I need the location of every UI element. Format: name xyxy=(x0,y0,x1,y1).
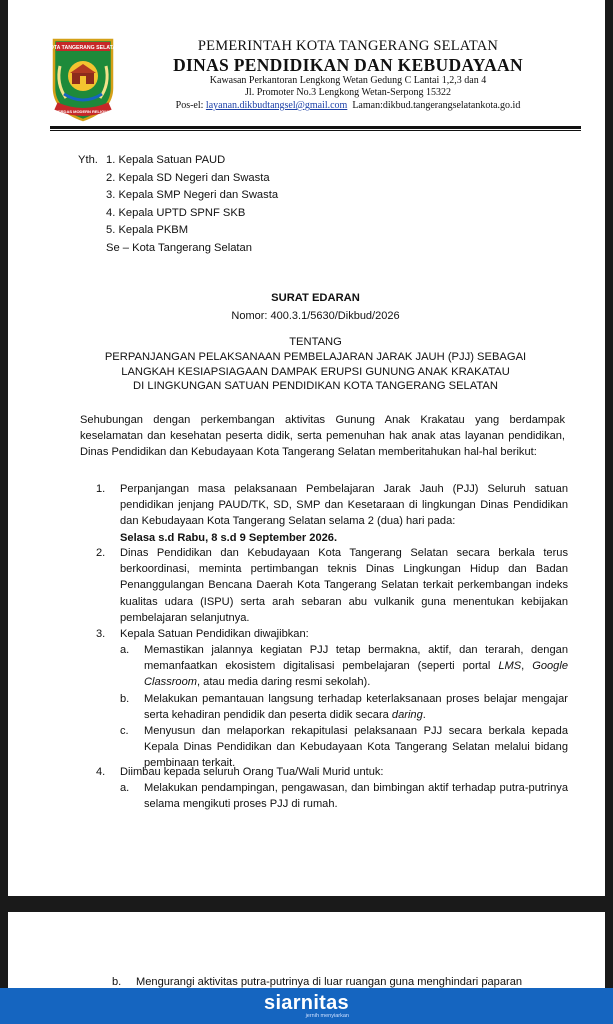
letterhead-divider-thin xyxy=(50,130,581,131)
city-emblem-logo xyxy=(46,36,120,122)
addressee-item: 2. Kepala SD Negeri dan Swasta xyxy=(106,171,270,184)
sub-item-letter: b. xyxy=(112,976,122,988)
letterhead-divider-thick xyxy=(50,126,581,129)
sub-item-text: Melakukan pemantauan langsung terhadap keterlaksanaan proses belajar mengajar serta kehadiran pendidik dan peserta didik secara xyxy=(144,693,568,722)
list-item-text: Perpanjangan masa pelaksanaan Pembelajaran Jarak Jauh (PJJ) Seluruh satuan pendidikan jenjang PAUD/TK, SD, SMP dan Kesetaraan di lingkungan Dinas Pendidikan dan Kebudayaan Kota Tangerang Selatan selama 2 (dua) hari pada: xyxy=(120,483,568,528)
list-item-4 xyxy=(96,764,568,780)
watermark-tagline: jernih menyiarkan xyxy=(305,1012,349,1019)
addressee-item: Se – Kota Tangerang Selatan xyxy=(106,241,252,254)
subject-line: DI LINGKUNGAN SATUAN PENDIDIKAN KOTA TANGERANG SELATAN xyxy=(133,380,498,392)
sub-item-letter: c. xyxy=(120,725,129,737)
sub-item-text: Melakukan pendampingan, pengawasan, dan bimbingan aktif terhadap putra-putrinya selama mengikuti proses PJJ di rumah. xyxy=(144,782,568,811)
list-item-text: Diimbau kepada seluruh Orang Tua/Wali Murid untuk: xyxy=(120,766,384,778)
sub-item-text: Menyusun dan melaporkan rekapitulasi pelaksanaan PJJ secara berkala kepada Kepala Dinas Pendidikan dan Kebudayaan Kota Tangerang Selatan melalui bidang pembinaan terkait. xyxy=(144,725,568,770)
sub-item-4a xyxy=(120,780,568,812)
agency-name: DINAS PENDIDIKAN DAN KEBUDAYAAN xyxy=(173,55,523,75)
email-link[interactable]: layanan.dikbudtangsel@gmail.com xyxy=(205,100,348,111)
list-item-text: Kepala Satuan Pendidikan diwajibkan: xyxy=(120,628,309,640)
document-number: Nomor: 400.3.1/5630/Dikbud/2026 xyxy=(231,310,400,322)
list-item-text: Dinas Pendidikan dan Kebudayaan Kota Tangerang Selatan secara berkala terus berkoordinasi, meminta pertimbangan teknis Dinas Lingkungan Hidup dan Badan Penanggulangan Bencana Daerah Kota Tangerang Selatan terkait perkembangan indeks kualitas udara (ISPU) serta arah sebaran abu vulkanik guna menentukan kebijakan pembelajaran selanjutnya. xyxy=(120,547,568,624)
website-text: Laman:dikbud.tangerangselatankota.go.id xyxy=(352,100,521,111)
addressee-item: 1. Kepala Satuan PAUD xyxy=(106,154,226,166)
government-name: PEMERINTAH KOTA TANGERANG SELATAN xyxy=(197,38,499,54)
about-label: TENTANG xyxy=(289,336,342,348)
addressee-item: 3. Kepala SMP Negeri dan Swasta xyxy=(106,189,279,202)
sub-item-letter: b. xyxy=(120,693,130,705)
sub-item-letter: a. xyxy=(120,644,130,656)
watermark-bar xyxy=(0,988,613,1024)
contact-line xyxy=(128,99,568,112)
address-line-2: Jl. Promoter No.3 Lengkong Wetan-Serpong 15322 xyxy=(245,87,451,98)
subject-line: LANGKAH KESIAPSIAGAAN DAMPAK ERUPSI GUNUNG ANAK KRAKATAU xyxy=(121,365,510,378)
email-label: Pos-el: xyxy=(175,100,206,111)
google-classroom-term: Google Classroom xyxy=(144,660,568,689)
sub-item-3a: a. Memastikan jalannya kegiatan PJJ tetap bermakna, aktif, dan terarah, dengan memanfaatkan ekosistem digitalisasi pembelajaran (seperti portal LMS, Google Classroom, atau media daring resmi sekolah). xyxy=(120,644,568,689)
intro-paragraph: Sehubungan dengan perkembangan aktivitas Gunung Anak Krakatau yang berdampak keselamatan dan kesehatan peserta didik, serta pemenuhan hak anak atas layanan pendidikan, Dinas Pendidikan dan Kebudayaan Kota Tangerang Selatan memberitahukan hal-hal berikut: xyxy=(80,414,565,459)
document-subject xyxy=(48,350,583,394)
watermark-logo xyxy=(264,993,349,1020)
document-page-1 xyxy=(8,0,605,896)
list-number: 2. xyxy=(96,547,106,559)
list-number: 3. xyxy=(96,628,106,640)
addressee-item: 4. Kepala UPTD SPNF SKB xyxy=(106,206,246,219)
logo-top-text: KOTA TANGERANG SELATAN xyxy=(46,45,120,51)
daring-term: daring xyxy=(391,709,423,722)
list-number: 1. xyxy=(96,483,106,495)
logo-bottom-text: CERDAS MODERN RELIGIUS xyxy=(55,109,111,114)
sub-item-text: Mengurangi aktivitas putra-putrinya di luar ruangan guna menghindari paparan xyxy=(136,976,523,988)
list-item-1 xyxy=(96,481,568,546)
sub-item-letter: a. xyxy=(120,782,130,794)
watermark-brand: siarnitas xyxy=(264,991,349,1014)
addressee-item: 5. Kepala PKBM xyxy=(106,224,189,237)
list-item-2 xyxy=(96,545,568,626)
subject-line: PERPANJANGAN PELAKSANAAN PEMBELAJARAN JARAK JAUH (PJJ) SEBAGAI xyxy=(104,351,527,363)
sub-item-3b: b. Melakukan pemantauan langsung terhadap keterlaksanaan proses belajar mengajar serta kehadiran pendidik dan peserta didik secara daring. xyxy=(120,693,568,722)
schedule-date: Selasa s.d Rabu, 8 s.d 9 September 2026. xyxy=(120,531,338,544)
document-heading: SURAT EDARAN xyxy=(271,292,360,304)
lms-term: LMS xyxy=(498,660,522,673)
letterhead-text xyxy=(128,38,568,112)
addressee-block xyxy=(78,152,278,258)
address-line-1: Kawasan Perkantoran Lengkong Wetan Gedung C Lantai 1,2,3 dan 4 xyxy=(209,75,487,86)
list-number: 4. xyxy=(96,766,106,778)
list-item-3 xyxy=(96,626,568,642)
addressee-prefix: Yth. xyxy=(78,154,98,166)
sub-item-text: Memastikan jalannya kegiatan PJJ tetap bermakna, aktif, dan terarah, dengan memanfaatkan ekosistem digitalisasi pembelajaran (seperti portal xyxy=(144,644,568,673)
